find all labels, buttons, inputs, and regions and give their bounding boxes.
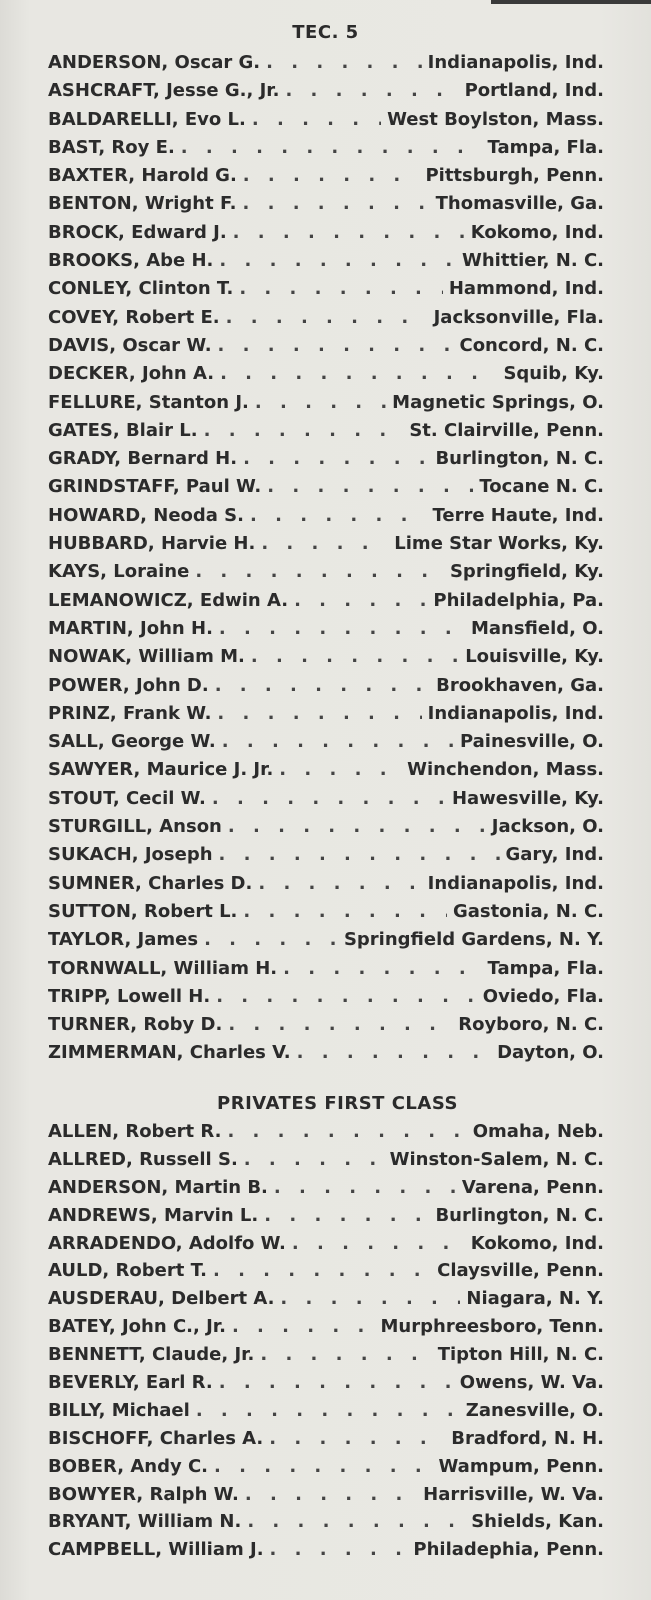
hometown: Lime Star Works, Ky. [394, 533, 604, 555]
dot-leader [228, 1014, 452, 1035]
dot-leader [261, 533, 388, 554]
roster-entry [48, 137, 604, 165]
roster-list-privates-first-class [48, 1121, 604, 1567]
roster-entry [48, 561, 604, 589]
soldier-name: SAWYER, Maurice J. Jr. [48, 759, 274, 781]
hometown: Owens, W. Va. [459, 1372, 604, 1394]
roster-list-tec5 [48, 52, 604, 1071]
soldier-name: GATES, Blair L. [48, 419, 198, 441]
dot-leader [283, 958, 481, 979]
dot-leader [196, 1400, 460, 1421]
dot-leader [297, 1042, 491, 1063]
roster-entry [48, 80, 604, 108]
dot-leader [218, 335, 454, 356]
roster-entry [48, 873, 604, 901]
roster-entry [48, 590, 604, 618]
soldier-name: BEVERLY, Earl R. [48, 1372, 213, 1394]
dot-leader [285, 80, 458, 101]
dot-leader [213, 1260, 431, 1281]
soldier-name: HOWARD, Neoda S. [48, 504, 244, 526]
hometown: Gastonia, N. C. [452, 900, 604, 922]
dot-leader [294, 590, 427, 611]
hometown: Whittier, N. C. [462, 250, 604, 272]
roster-entry [48, 109, 604, 137]
roster-entry [48, 1014, 604, 1042]
hometown: Jackson, O. [491, 816, 604, 838]
hometown: Springfield, Ky. [449, 561, 604, 583]
hometown: Winchendon, Mass. [407, 759, 604, 781]
soldier-name: TAYLOR, James [48, 929, 199, 951]
roster-entry [48, 222, 604, 250]
soldier-name: ANDREWS, Marvin L. [48, 1204, 259, 1226]
hometown: Thomasville, Ga. [435, 193, 604, 215]
hometown: Dayton, O. [497, 1042, 604, 1064]
soldier-name: ANDERSON, Martin B. [48, 1176, 268, 1198]
soldier-name: DAVIS, Oscar W. [48, 334, 212, 356]
soldier-name: ASHCRAFT, Jesse G., Jr. [48, 80, 280, 102]
roster-entry [48, 929, 604, 957]
hometown: Royboro, N. C. [458, 1014, 604, 1036]
section-heading-tec5: TEC. 5 [292, 22, 359, 43]
roster-entry [48, 1372, 604, 1400]
hometown: Squib, Ky. [503, 363, 604, 385]
dot-leader [279, 759, 401, 780]
soldier-name: BAXTER, Harold G. [48, 165, 237, 187]
soldier-name: DECKER, John A. [48, 363, 215, 385]
soldier-name: BAST, Roy E. [48, 136, 175, 158]
soldier-name: SALL, George W. [48, 731, 216, 753]
roster-entry [48, 759, 604, 787]
hometown: Hammond, Ind. [448, 278, 604, 300]
roster-entry [48, 646, 604, 674]
hometown: Niagara, N. Y. [466, 1288, 604, 1310]
roster-entry [48, 420, 604, 448]
roster-entry [48, 193, 604, 221]
dot-leader [219, 844, 500, 865]
soldier-name: BROCK, Edward J. [48, 221, 227, 243]
hometown: Burlington, N. C. [435, 1204, 604, 1226]
soldier-name: BALDARELLI, Evo L. [48, 108, 246, 130]
roster-entry [48, 1428, 604, 1456]
roster-entry [48, 1456, 604, 1484]
dot-leader [220, 363, 497, 384]
dot-leader [280, 1288, 460, 1309]
dot-leader [247, 1511, 465, 1532]
soldier-name: SUMNER, Charles D. [48, 872, 253, 894]
roster-entry [48, 1484, 604, 1512]
hometown: Claysville, Penn. [437, 1260, 604, 1282]
soldier-name: TORNWALL, William H. [48, 957, 278, 979]
roster-entry [48, 363, 604, 391]
soldier-name: TURNER, Roby D. [48, 1014, 223, 1036]
soldier-name: BENTON, Wright F. [48, 193, 237, 215]
hometown: Louisville, Ky. [465, 646, 604, 668]
soldier-name: MARTIN, John H. [48, 617, 213, 639]
hometown: Shields, Kan. [471, 1511, 604, 1533]
hometown: Jacksonville, Fla. [433, 306, 604, 328]
soldier-name: KAYS, Loraine [48, 561, 190, 583]
hometown: Kokomo, Ind. [470, 1232, 604, 1254]
hometown: Springfield Gardens, N. Y. [343, 929, 604, 951]
roster-entry [48, 392, 604, 420]
soldier-name: GRADY, Bernard H. [48, 448, 238, 470]
soldier-name: STOUT, Cecil W. [48, 787, 206, 809]
roster-entry [48, 1177, 604, 1205]
hometown: Indianapolis, Ind. [427, 872, 604, 894]
hometown: Wampum, Penn. [438, 1455, 604, 1477]
roster-entry [48, 958, 604, 986]
hometown: Painesville, O. [459, 731, 604, 753]
dot-leader [226, 307, 428, 328]
soldier-name: BENNETT, Claude, Jr. [48, 1344, 255, 1366]
soldier-name: POWER, John D. [48, 674, 209, 696]
dot-leader [242, 193, 429, 214]
roster-entry [48, 986, 604, 1014]
roster-entry [48, 1316, 604, 1344]
hometown: St. Clairville, Penn. [409, 419, 604, 441]
roster-entry [48, 1288, 604, 1316]
hometown: Philadephia, Penn. [413, 1539, 604, 1561]
dot-leader [269, 1428, 445, 1449]
hometown: Philadelphia, Pa. [433, 589, 604, 611]
hometown: Tipton Hill, N. C. [437, 1344, 604, 1366]
hometown: Portland, Ind. [464, 80, 604, 102]
hometown: Harrisville, W. Va. [423, 1483, 604, 1505]
roster-entry [48, 1149, 604, 1177]
soldier-name: ALLEN, Robert R. [48, 1121, 222, 1142]
soldier-name: ZIMMERMAN, Charles V. [48, 1042, 291, 1064]
dot-leader [222, 731, 454, 752]
dot-leader [244, 1149, 384, 1170]
dot-leader [292, 1233, 465, 1254]
dot-leader [233, 222, 465, 243]
soldier-name: TRIPP, Lowell H. [48, 985, 211, 1007]
dot-leader [243, 901, 447, 922]
hometown: Gary, Ind. [505, 844, 604, 866]
dot-leader [252, 109, 381, 130]
dot-leader [243, 165, 420, 186]
hometown: Bradford, N. H. [451, 1427, 604, 1449]
hometown: Tocane N. C. [479, 476, 604, 498]
soldier-name: NOWAK, William M. [48, 646, 245, 668]
dot-leader [260, 1344, 431, 1365]
soldier-name: ANDERSON, Oscar G. [48, 52, 261, 73]
hometown: Winston-Salem, N. C. [389, 1148, 604, 1170]
roster-entry [48, 1511, 604, 1539]
dot-leader [219, 618, 465, 639]
roster-entry [48, 1539, 604, 1567]
hometown: Murphreesboro, Tenn. [380, 1316, 604, 1338]
roster-entry [48, 278, 604, 306]
soldier-name: FELLURE, Stanton J. [48, 391, 249, 413]
dot-leader [228, 816, 486, 837]
page-edge-bar [491, 0, 651, 4]
dot-leader [251, 646, 459, 667]
dot-leader [267, 476, 473, 497]
hometown: Burlington, N. C. [435, 448, 604, 470]
roster-entry [48, 505, 604, 533]
roster-entry [48, 816, 604, 844]
soldier-name: AUSDERAU, Delbert A. [48, 1288, 275, 1310]
roster-entry [48, 1121, 604, 1149]
dot-leader [219, 1372, 454, 1393]
dot-leader [215, 675, 430, 696]
roster-entry [48, 1233, 604, 1261]
soldier-name: BILLY, Michael [48, 1399, 190, 1421]
hometown: Pittsburgh, Penn. [425, 165, 604, 187]
hometown: Indianapolis, Ind. [427, 52, 604, 73]
roster-entry [48, 788, 604, 816]
soldier-name: BRYANT, William N. [48, 1511, 242, 1533]
hometown: Brookhaven, Ga. [436, 674, 604, 696]
soldier-name: GRINDSTAFF, Paul W. [48, 476, 262, 498]
dot-leader [217, 703, 421, 724]
dot-leader [274, 1177, 456, 1198]
dot-leader [216, 986, 477, 1007]
hometown: Oviedo, Fla. [482, 985, 604, 1007]
dot-leader [181, 137, 482, 158]
hometown: Tampa, Fla. [487, 957, 604, 979]
dot-leader [264, 1205, 429, 1226]
soldier-name: ARRADENDO, Adolfo W. [48, 1232, 286, 1254]
soldier-name: BROOKS, Abe H. [48, 250, 214, 272]
roster-entry [48, 165, 604, 193]
soldier-name: SUKACH, Joseph [48, 844, 213, 866]
soldier-name: BOWYER, Ralph W. [48, 1483, 239, 1505]
roster-entry [48, 844, 604, 872]
dot-leader [214, 1456, 432, 1477]
hometown: Kokomo, Ind. [470, 221, 604, 243]
hometown: Omaha, Neb. [472, 1121, 604, 1142]
soldier-name: HUBBARD, Harvie H. [48, 533, 256, 555]
roster-entry [48, 1400, 604, 1428]
dot-leader [270, 1539, 408, 1560]
dot-leader [204, 929, 338, 950]
soldier-name: BATEY, John C., Jr. [48, 1316, 226, 1338]
roster-entry [48, 731, 604, 759]
soldier-name: SUTTON, Robert L. [48, 900, 238, 922]
soldier-name: LEMANOWICZ, Edwin A. [48, 589, 289, 611]
hometown: West Boylston, Mass. [387, 108, 604, 130]
soldier-name: CONLEY, Clinton T. [48, 278, 234, 300]
roster-entry [48, 1260, 604, 1288]
soldier-name: BISCHOFF, Charles A. [48, 1427, 264, 1449]
soldier-name: PRINZ, Frank W. [48, 702, 212, 724]
dot-leader [227, 1121, 466, 1142]
hometown: Hawesville, Ky. [451, 787, 604, 809]
dot-leader [266, 52, 422, 73]
soldier-name: STURGILL, Anson [48, 816, 222, 838]
hometown: Indianapolis, Ind. [427, 702, 604, 724]
dot-leader [239, 278, 443, 299]
soldier-name: AULD, Robert T. [48, 1260, 207, 1282]
roster-entry [48, 1205, 604, 1233]
soldier-name: BOBER, Andy C. [48, 1455, 209, 1477]
roster-entry [48, 618, 604, 646]
dot-leader [245, 1484, 417, 1505]
dot-leader [243, 448, 429, 469]
roster-entry [48, 533, 604, 561]
dot-leader [195, 561, 444, 582]
dot-leader [250, 505, 426, 526]
hometown: Varena, Penn. [461, 1176, 604, 1198]
hometown: Mansfield, O. [470, 617, 604, 639]
hometown: Zanesville, O. [465, 1399, 604, 1421]
roster-entry [48, 901, 604, 929]
roster-entry [48, 335, 604, 363]
hometown: Magnetic Springs, O. [392, 391, 604, 413]
soldier-name: ALLRED, Russell S. [48, 1148, 238, 1170]
dot-leader [212, 788, 446, 809]
roster-entry [48, 675, 604, 703]
soldier-name: COVEY, Robert E. [48, 306, 220, 328]
hometown: Concord, N. C. [459, 334, 604, 356]
roster-entry [48, 307, 604, 335]
hometown: Tampa, Fla. [487, 136, 604, 158]
dot-leader [219, 250, 456, 271]
dot-leader [255, 392, 386, 413]
roster-entry [48, 250, 604, 278]
roster-entry [48, 1344, 604, 1372]
section-heading-privates-first-class: PRIVATES FIRST CLASS [217, 1093, 458, 1114]
roster-entry [48, 52, 604, 80]
dot-leader [204, 420, 404, 441]
roster-entry [48, 703, 604, 731]
roster-entry [48, 448, 604, 476]
dot-leader [258, 873, 421, 894]
roster-entry [48, 476, 604, 504]
soldier-name: CAMPBELL, William J. [48, 1539, 264, 1561]
hometown: Terre Haute, Ind. [432, 504, 604, 526]
dot-leader [232, 1316, 375, 1337]
roster-entry [48, 1042, 604, 1070]
